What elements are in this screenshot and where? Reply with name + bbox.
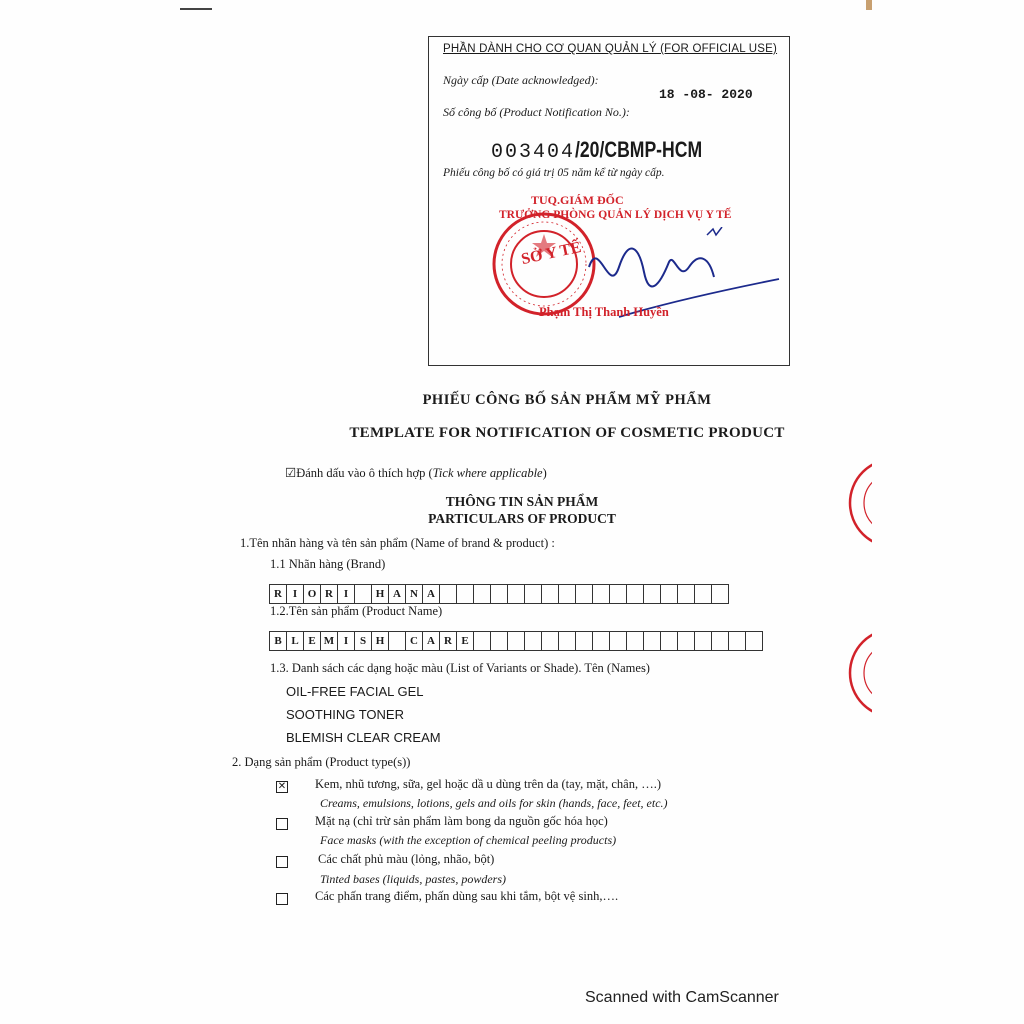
- letter-cell: [677, 631, 695, 651]
- letter-cell: R: [269, 584, 287, 604]
- title-english: TEMPLATE FOR NOTIFICATION OF COSMETIC PRODUCT: [349, 425, 785, 441]
- letter-cell: [677, 584, 695, 604]
- letter-cell: O: [303, 584, 321, 604]
- letter-cell: [592, 584, 610, 604]
- date-value: 18 -08- 2020: [659, 87, 753, 102]
- letter-cell: [473, 584, 491, 604]
- tick-suffix: ): [542, 466, 547, 480]
- variants-label: 1.3. Danh sách các dạng hoặc màu (List of Variants or Shade). Tên (Names): [270, 661, 650, 675]
- letter-cell: [643, 631, 661, 651]
- letter-cell: E: [303, 631, 321, 651]
- letter-cell: [558, 584, 576, 604]
- letter-cell: [541, 584, 559, 604]
- letter-cell: [388, 631, 406, 651]
- title-vietnamese: PHIẾU CÔNG BỐ SẢN PHẨM MỸ PHẨM: [422, 392, 712, 408]
- product-type-en: Tinted bases (liquids, pastes, powders): [320, 872, 507, 886]
- variant-item: BLEMISH CLEAR CREAM: [286, 730, 441, 745]
- section1-heading: 1.Tên nhãn hàng và tên sản phẩm (Name of brand & product) :: [240, 536, 555, 550]
- product-name-label: 1.2.Tên sản phẩm (Product Name): [270, 604, 443, 618]
- letter-cell: [490, 631, 508, 651]
- letter-cell: [728, 631, 746, 651]
- letter-cell: R: [320, 584, 338, 604]
- letter-cell: [354, 584, 372, 604]
- letter-cell: N: [405, 584, 423, 604]
- brand-label: 1.1 Nhãn hàng (Brand): [270, 557, 386, 571]
- checkbox-unchecked[interactable]: [276, 856, 288, 868]
- edge-artifact: [866, 0, 872, 10]
- letter-cell: B: [269, 631, 287, 651]
- product-type-vn: Các chất phủ màu (lỏng, nhão, bột): [318, 852, 495, 866]
- checkbox-unchecked[interactable]: [276, 893, 288, 905]
- notification-label: Số công bố (Product Notification No.):: [443, 105, 630, 119]
- variant-item: SOOTHING TONER: [286, 707, 404, 722]
- checkbox-unchecked[interactable]: [276, 818, 288, 830]
- scan-mark: [180, 8, 212, 10]
- letter-cell: [575, 584, 593, 604]
- validity-note: Phiếu công bố có giá trị 05 năm kể từ ngày cấp.: [443, 167, 665, 179]
- letter-cell: [507, 584, 525, 604]
- letter-cell: [507, 631, 525, 651]
- letter-cell: [456, 584, 474, 604]
- notification-number: [491, 137, 734, 164]
- letter-cell: [524, 631, 542, 651]
- letter-cell: H: [371, 631, 389, 651]
- notification-number-suffix: /20/CBMP-HCM: [575, 137, 703, 162]
- letter-cell: [694, 584, 712, 604]
- checkbox-checked[interactable]: ✕: [277, 781, 287, 792]
- letter-cell: [711, 631, 729, 651]
- letter-cell: [558, 631, 576, 651]
- notification-number-digits: 003404: [491, 141, 576, 164]
- letter-cell: [473, 631, 491, 651]
- letter-cell: S: [354, 631, 372, 651]
- signer-title-2: TRƯỞNG PHÒNG QUẢN LÝ DỊCH VỤ Y TẾ: [499, 209, 732, 221]
- product-type-en: Face masks (with the exception of chemical peeling products): [320, 833, 617, 847]
- letter-cell: E: [456, 631, 474, 651]
- product-type-vn: Mặt nạ (chỉ trừ sản phẩm làm bong da nguồn gốc hóa học): [315, 814, 608, 828]
- letter-cell: A: [388, 584, 406, 604]
- info-title-english: PARTICULARS OF PRODUCT: [428, 511, 616, 526]
- product-type-vn: Các phấn trang điểm, phấn dùng sau khi tắm, bột vệ sinh,….: [315, 889, 619, 903]
- letter-cell: [660, 584, 678, 604]
- letter-cell: [575, 631, 593, 651]
- tick-italic: Tick where applicable: [432, 466, 543, 480]
- letter-cell: [592, 631, 610, 651]
- letter-cell: [541, 631, 559, 651]
- letter-cell: [609, 584, 627, 604]
- letter-cell: R: [439, 631, 457, 651]
- partial-stamp-right: [846, 628, 872, 718]
- brand-letter-boxes: [270, 584, 729, 604]
- info-title-vietnamese: THÔNG TIN SẢN PHẨM: [445, 494, 599, 509]
- letter-cell: [694, 631, 712, 651]
- letter-cell: [745, 631, 763, 651]
- product-type-en: Creams, emulsions, lotions, gels and oils for skin (hands, face, feet, etc.): [320, 796, 668, 810]
- seal-center-text: SỞ Y TẾ: [519, 238, 583, 269]
- letter-cell: [609, 631, 627, 651]
- official-use-box: [428, 36, 790, 366]
- letter-cell: A: [422, 584, 440, 604]
- letter-cell: [626, 584, 644, 604]
- official-header: PHẦN DÀNH CHO CƠ QUAN QUẢN LÝ (FOR OFFICIAL USE): [443, 43, 778, 55]
- letter-cell: [439, 584, 457, 604]
- product-letter-boxes: [270, 631, 763, 651]
- letter-cell: I: [286, 584, 304, 604]
- signer-name: Phạm Thị Thanh Huyền: [539, 305, 669, 319]
- letter-cell: I: [337, 584, 355, 604]
- partial-stamp-right: [846, 458, 872, 548]
- letter-cell: H: [371, 584, 389, 604]
- letter-cell: I: [337, 631, 355, 651]
- letter-cell: M: [320, 631, 338, 651]
- letter-cell: [643, 584, 661, 604]
- section2-heading: 2. Dạng sản phẩm (Product type(s)): [232, 755, 411, 769]
- scanner-watermark: Scanned with CamScanner: [585, 989, 779, 1006]
- letter-cell: [490, 584, 508, 604]
- letter-cell: L: [286, 631, 304, 651]
- product-type-vn: Kem, nhũ tương, sữa, gel hoặc dầ u dùng trên da (tay, mặt, chân, ….): [315, 777, 661, 791]
- letter-cell: C: [405, 631, 423, 651]
- letter-cell: [626, 631, 644, 651]
- letter-cell: [711, 584, 729, 604]
- letter-cell: A: [422, 631, 440, 651]
- date-label: Ngày cấp (Date acknowledged):: [443, 73, 599, 87]
- tick-instruction: [285, 465, 547, 481]
- letter-cell: [524, 584, 542, 604]
- signer-title-1: TUQ.GIÁM ĐỐC: [531, 193, 624, 207]
- letter-cell: [660, 631, 678, 651]
- tick-prefix: ☑Đánh dấu vào ô thích hợp (: [285, 466, 433, 480]
- variant-item: OIL-FREE FACIAL GEL: [286, 684, 424, 699]
